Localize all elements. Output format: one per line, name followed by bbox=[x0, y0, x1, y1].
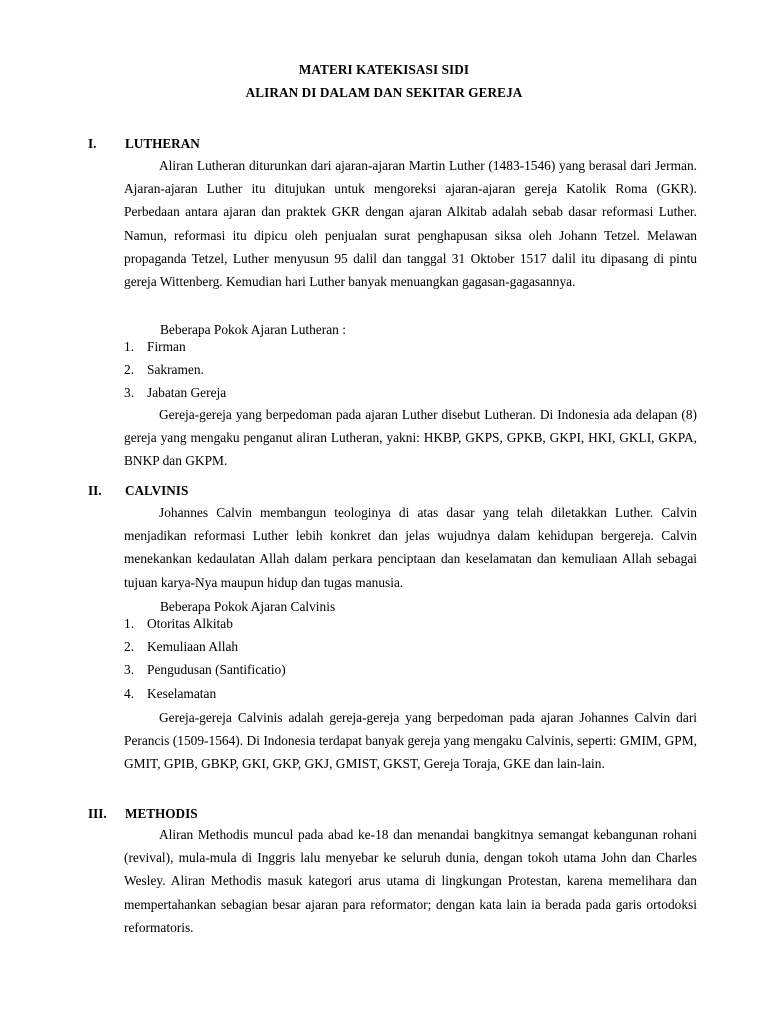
list-item: 2. Kemuliaan Allah bbox=[124, 639, 239, 655]
lutheran-teachings-list bbox=[124, 335, 226, 405]
document-title: MATERI KATEKISASI SIDI bbox=[298, 62, 470, 77]
section-title-calvinis: CALVINIS bbox=[125, 483, 189, 498]
calvinis-teachings-list bbox=[124, 612, 286, 705]
lutheran-closing-paragraph: Gereja-gereja yang berpedoman pada ajaran Luther disebut Lutheran. Di Indonesia ada delapan (8) gereja yang mengaku penganut aliran Lutheran, yakni: HKBP, GKPS, GPKB, GKPI, HKI, GKLI, GKPA, BNKP dan GKPM. bbox=[124, 407, 697, 469]
document-subtitle: ALIRAN DI DALAM DAN SEKITAR GEREJA bbox=[245, 85, 523, 100]
calvinis-closing-paragraph: Gereja-gereja Calvinis adalah gereja-gereja yang berpedoman pada ajaran Johannes Calvin dari Perancis (1509-1564). Di Indonesia terdapat banyak gereja yang mengaku Calvinis, seperti: GMIM, GPM, GMIT, GPIB, GBKP, GKI, GKP, GKJ, GMIST, GKST, Gereja Toraja, GKE dan lain-lain. bbox=[124, 710, 697, 772]
list-item: 1. Otoritas Alkitab bbox=[124, 616, 233, 631]
list-item: 2. Sakramen. bbox=[124, 362, 204, 378]
calvinis-subheading: Beberapa Pokok Ajaran Calvinis bbox=[160, 599, 336, 614]
list-item: 4. Keselamatan bbox=[124, 685, 217, 701]
lutheran-intro-paragraph: Aliran Lutheran diturunkan dari ajaran-ajaran Martin Luther (1483-1546) yang berasal dari Jerman. Ajaran-ajaran Luther itu ditujukan untuk mengoreksi ajaran-ajaran gereja Katolik Roma (GKR). Perbedaan antara ajaran dan praktek GKR dengan ajaran Alkitab adalah sebab dasar reformasi Luther. Namun, reformasi itu dipicu oleh penjualan surat penghapusan siksa oleh Johann Tetzel. Melawan propaganda Tetzel, Luther menyusun 95 dalil dan tanggal 31 Oktober 1517 dalil itu dipasang di pintu gereja Wittenberg. Kemudian hari Luther banyak menuangkan gagasan-gagasannya. bbox=[124, 158, 697, 290]
list-item: 3. Pengudusan (Santificatio) bbox=[124, 662, 286, 678]
section-number-methodis: III. bbox=[88, 806, 107, 821]
section-title-methodis: METHODIS bbox=[125, 806, 198, 821]
calvinis-intro-paragraph: Johannes Calvin membangun teologinya di atas dasar yang telah diletakkan Luther. Calvin menjadikan reformasi Luther lebih konkret dan jelas wujudnya dalam kehidupan bergereja. Calvin menekankan kedaulatan Allah dalam perkara penciptaan dan keselamatan dan kemuliaan Allah sebagai tujuan karya-Nya maupun hidup dan tugas manusia. bbox=[124, 505, 697, 590]
section-title-lutheran: LUTHERAN bbox=[125, 136, 200, 151]
section-number-calvinis: II. bbox=[88, 483, 102, 498]
list-item: 1. Firman bbox=[124, 339, 186, 354]
section-number-lutheran: I. bbox=[88, 136, 97, 151]
lutheran-subheading: Beberapa Pokok Ajaran Lutheran : bbox=[160, 322, 346, 337]
methodis-intro-paragraph: Aliran Methodis muncul pada abad ke-18 dan menandai bangkitnya semangat kebangunan rohani (revival), mula-mula di Inggris lalu menyebar ke seluruh dunia, dengan tokoh utama John dan Charles Wesley. Aliran Methodis masuk kategori arus utama di lingkungan Protestan, karena memelihara dan mempertahankan sebagian besar ajaran para reformator; dengan kata lain ia berada pada garis ortodoksi reformatoris. bbox=[124, 827, 697, 935]
list-item: 3. Jabatan Gereja bbox=[124, 385, 227, 401]
